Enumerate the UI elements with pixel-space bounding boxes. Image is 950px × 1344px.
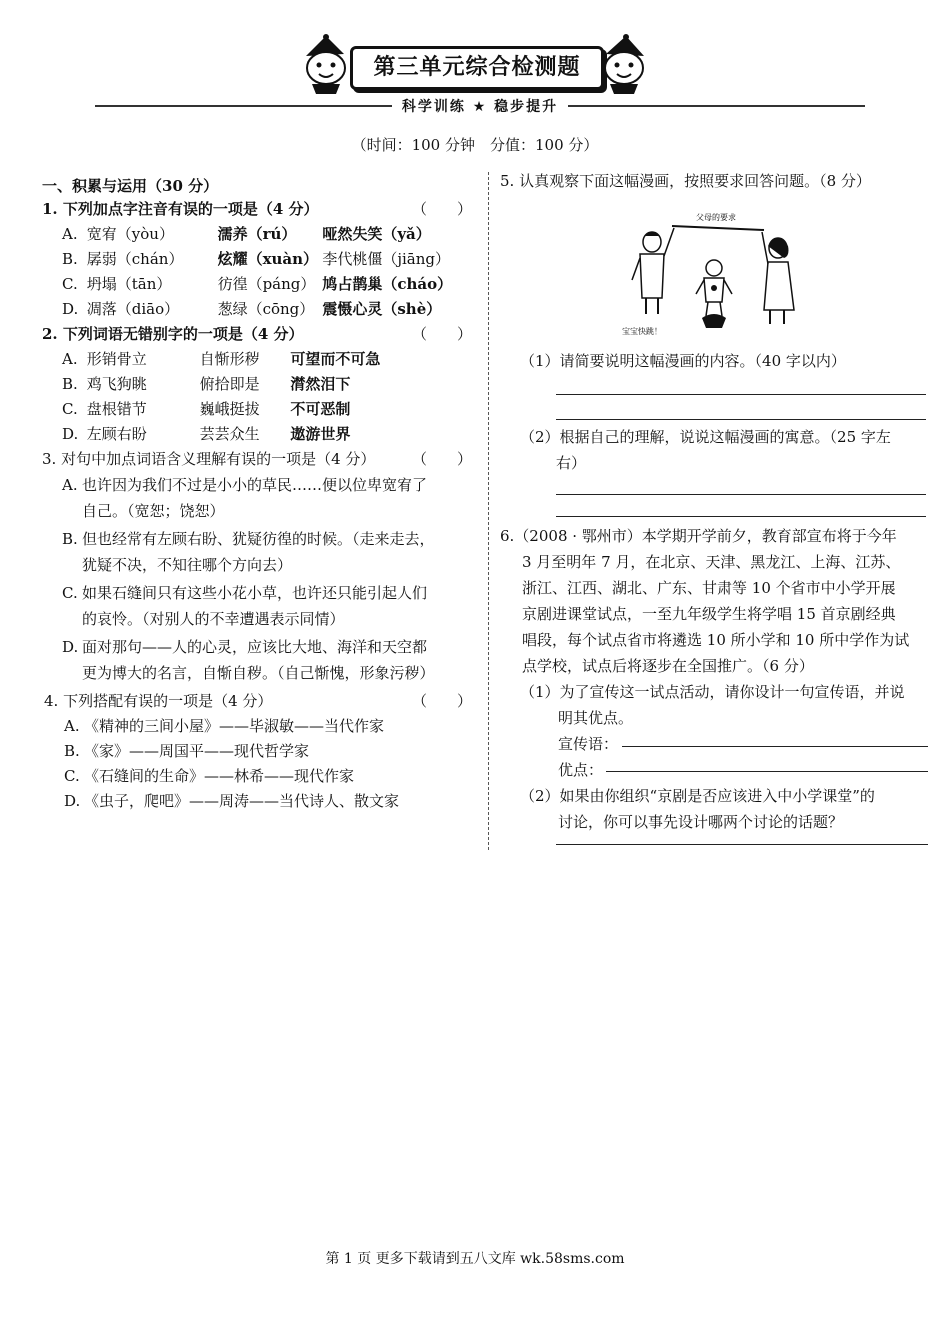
- q6-sub2-l1: （2）如果由你组织“京剧是否应该进入中小学课堂”的: [520, 787, 875, 805]
- q5-sub1: [520, 350, 932, 374]
- q4-stem: 4. 下列搭配有误的一项是（4 分）: [44, 692, 273, 710]
- q2-option-a: A. 形销骨立 自惭形秽 可望而不可急: [62, 350, 381, 368]
- q6-line-2: 3 月至明年 7 月，在北京、天津、黑龙江、上海、江苏、: [522, 553, 901, 571]
- parents-child-cartoon-icon: [618, 206, 804, 340]
- q4-option-a: A. 《精神的三间小屋》——毕淑敏——当代作家: [64, 717, 385, 735]
- q5-sub2: [520, 426, 932, 478]
- q5-stem: 5. 认真观察下面这幅漫画，按照要求回答问题。（8 分）: [500, 172, 871, 190]
- q6-sub1-l1: （1）为了宣传这一试点活动，请你设计一句宣传语，并说: [520, 683, 905, 701]
- cartoon-figure: [618, 206, 804, 340]
- time-info: （时间：100 分钟 分值：100 分）: [351, 136, 599, 154]
- page-title: 第三单元综合检测题: [373, 55, 581, 80]
- q2-bracket: （ ）: [412, 325, 473, 343]
- q5-sub1-answer-line-1[interactable]: [556, 393, 926, 395]
- banner-title-box: [350, 46, 604, 90]
- q6-line-3: 浙江、江西、湖北、广东、甘肃等 10 个省市中小学开展: [522, 579, 896, 597]
- q4-bracket: （ ）: [412, 692, 473, 710]
- q6-merit-label: 优点：: [558, 761, 604, 779]
- section1-title: 一、积累与运用（30 分）: [42, 177, 219, 195]
- q1-stem: 1. 下列加点字注音有误的一项是（4 分）: [42, 200, 319, 218]
- q6-sub2-answer-line[interactable]: [556, 843, 928, 845]
- q4-option-d: D. 《虫子，爬吧》——周涛——当代诗人、散文家: [64, 792, 400, 810]
- q5-sub2-answer-line-1[interactable]: [556, 493, 926, 495]
- header-banner: [300, 34, 650, 96]
- left-column: [42, 174, 472, 815]
- cartoon-top-label: 父母的要求: [696, 213, 736, 222]
- q6-line-1: 6.（2008 · 鄂州市）本学期开学前夕，教育部宣布将于今年: [500, 527, 897, 545]
- q5-sub1-answer-line-2[interactable]: [556, 418, 926, 420]
- column-divider: [488, 172, 489, 850]
- q2-stem: 2. 下列词语无错别字的一项是（4 分）: [42, 325, 304, 343]
- q1-option-a: A. 宽宥（yòu） 濡养（rú） 哑然失笑（yǎ）: [62, 225, 431, 243]
- mascot-right-icon: [598, 34, 650, 96]
- q6-block: [500, 525, 932, 837]
- q6-sub1-l2: 明其优点。: [558, 709, 634, 727]
- q5-sub2-text-l1: （2）根据自己的理解，说说这幅漫画的寓意。（25 字左: [520, 428, 891, 446]
- q6-sub2-l2: 讨论，你可以事先设计哪两个讨论的话题？: [558, 813, 844, 831]
- q1-stem-row: [42, 198, 472, 223]
- q5-sub1-text: （1）请简要说明这幅漫画的内容。（40 字以内）: [520, 352, 846, 370]
- q3-stem: 3. 对句中加点词语含义理解有误的一项是（4 分）: [42, 450, 376, 468]
- subtitle-row: [95, 96, 865, 116]
- q4-stem-row: [42, 690, 472, 715]
- q6-line-5: 唱段，每个试点省市将遴选 10 所小学和 10 所中学作为试: [522, 631, 910, 649]
- q6-line-4: 京剧进课堂试点，一至九年级学生将学唱 15 首京剧经典: [522, 605, 896, 623]
- q6-slogan-label: 宣传语：: [558, 735, 619, 753]
- mascot-left-icon: [300, 34, 352, 96]
- q3-stem-row: [42, 448, 472, 474]
- q2-option-b: B. 鸡飞狗眺 俯拾即是 潸然泪下: [62, 375, 351, 393]
- q5-sub2-answer-line-2[interactable]: [556, 515, 926, 517]
- q3-option-c: C. 如果石缝间只有这些小花小草，也许还只能引起人们 的哀怜。（对别人的不幸遭遇表示同情）: [62, 584, 428, 628]
- page-footer: 第 1 页 更多下载请到五八文库 wk.58sms.com: [325, 1251, 625, 1267]
- q1-bracket: （ ）: [412, 200, 473, 218]
- q1-option-c: C. 坍塌（tān） 彷徨（páng） 鸠占鹊巢（cháo）: [62, 275, 453, 293]
- q6-merit-answer-line[interactable]: [606, 770, 928, 772]
- q4-option-c: C. 《石缝间的生命》——林希——现代作家: [64, 767, 355, 785]
- q4-option-b: B. 《家》——周国平——现代哲学家: [64, 742, 310, 760]
- q3-option-a: A. 也许因为我们不过是小小的草民……便以位卑宽宥了 自己。（宽恕；饶恕）: [62, 476, 428, 520]
- q6-slogan-answer-line[interactable]: [622, 745, 928, 747]
- q5-block: [500, 170, 932, 194]
- q1-option-d: D. 凋落（diāo） 葱绿（cōng） 震慑心灵（shè）: [62, 300, 442, 318]
- subtitle: 科学训练 ★ 稳步提升: [392, 99, 568, 115]
- q3-option-d: D. 面对那句——人的心灵，应该比大地、海洋和天空都 更为博大的名言，自惭自秽。（自己惭愧，形象污秽）: [62, 638, 435, 682]
- q2-option-d: D. 左顾右盼 芸芸众生 遨游世界: [62, 425, 351, 443]
- q1-option-b: B. 孱弱（chán） 炫耀（xuàn） 李代桃僵（jiāng）: [62, 250, 450, 268]
- q3-bracket: （ ）: [412, 450, 473, 468]
- q6-line-6: 点学校，试点后将逐步在全国推广。（6 分）: [522, 657, 814, 675]
- cartoon-bottom-label: 宝宝快跳！: [622, 327, 662, 336]
- q2-option-c: C. 盘根错节 巍峨挺拔 不可恶制: [62, 400, 351, 418]
- q5-sub2-text-l2: 右）: [556, 454, 587, 472]
- q3-option-b: B. 但也经常有左顾右盼、犹疑彷徨的时候。（走来走去， 犹疑不决，不知往哪个方向去）: [62, 530, 435, 574]
- q2-stem-row: [42, 323, 472, 348]
